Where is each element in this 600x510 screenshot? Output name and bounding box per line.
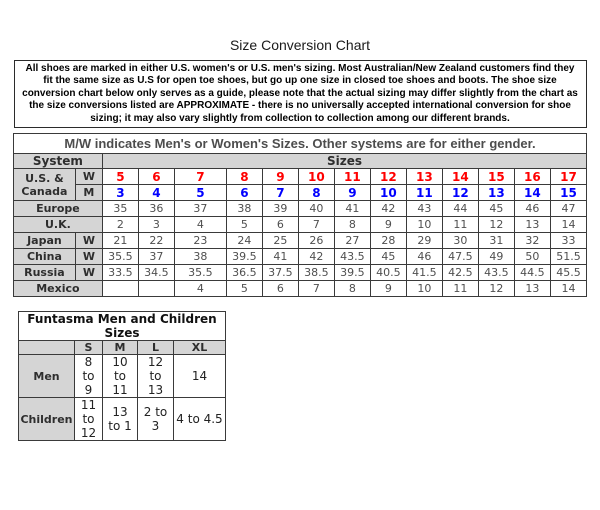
size-cell: 10 xyxy=(406,281,442,297)
size-cell: 41 xyxy=(262,249,298,265)
size-m-header: M xyxy=(103,341,138,355)
size-cell: 4 to 4.5 xyxy=(174,398,226,441)
size-cell: 39.5 xyxy=(334,265,370,281)
size-cell: 4 xyxy=(138,185,174,201)
men-indicator: M xyxy=(75,185,102,201)
size-cell: 28 xyxy=(370,233,406,249)
size-cell: 8 xyxy=(334,281,370,297)
size-cell: 11 xyxy=(442,281,478,297)
russia-label: Russia xyxy=(13,265,75,281)
size-cell: 43.5 xyxy=(334,249,370,265)
size-cell: 45 xyxy=(370,249,406,265)
size-cell: 14 xyxy=(550,281,586,297)
size-cell: 6 xyxy=(262,281,298,297)
size-cell: 5 xyxy=(174,185,226,201)
table-row-japan xyxy=(13,233,586,249)
size-cell: 44.5 xyxy=(514,265,550,281)
size-xl-header: XL xyxy=(174,341,226,355)
table-row-china xyxy=(13,249,586,265)
size-cell: 2 xyxy=(102,217,138,233)
size-cell: 2 to 3 xyxy=(138,398,174,441)
uk-label: U.K. xyxy=(13,217,102,233)
size-cell: 41.5 xyxy=(406,265,442,281)
size-cell: 11 xyxy=(334,169,370,185)
europe-label: Europe xyxy=(13,201,102,217)
women-indicator: W xyxy=(75,265,102,281)
funtasma-title: Funtasma Men and Children Sizes xyxy=(19,312,226,341)
size-cell: 40.5 xyxy=(370,265,406,281)
size-cell: 46 xyxy=(406,249,442,265)
size-cell: 37.5 xyxy=(262,265,298,281)
size-cell: 14 xyxy=(442,169,478,185)
size-cell: 14 xyxy=(174,355,226,398)
size-cell: 12 xyxy=(442,185,478,201)
size-cell: 13 xyxy=(478,185,514,201)
size-cell: 17 xyxy=(550,169,586,185)
size-cell: 35.5 xyxy=(174,265,226,281)
table-row-uk xyxy=(13,217,586,233)
size-cell: 42 xyxy=(298,249,334,265)
size-cell xyxy=(138,281,174,297)
size-cell: 42.5 xyxy=(442,265,478,281)
size-cell: 26 xyxy=(298,233,334,249)
men-label: Men xyxy=(19,355,75,398)
funtasma-row-men xyxy=(19,355,226,398)
size-cell: 8 xyxy=(334,217,370,233)
size-cell: 33 xyxy=(550,233,586,249)
size-cell: 5 xyxy=(102,169,138,185)
page-title: Size Conversion Chart xyxy=(229,37,371,53)
size-cell: 5 xyxy=(226,217,262,233)
size-cell: 6 xyxy=(262,217,298,233)
size-cell: 37 xyxy=(174,201,226,217)
mexico-label: Mexico xyxy=(13,281,102,297)
size-cell: 50 xyxy=(514,249,550,265)
size-cell: 4 xyxy=(174,281,226,297)
size-cell: 15 xyxy=(478,169,514,185)
size-cell: 13 xyxy=(514,281,550,297)
table-row-russia xyxy=(13,265,586,281)
size-cell: 34.5 xyxy=(138,265,174,281)
size-cell: 43.5 xyxy=(478,265,514,281)
size-cell xyxy=(102,281,138,297)
size-cell: 32 xyxy=(514,233,550,249)
table-row-us-women xyxy=(13,169,586,185)
size-cell: 7 xyxy=(298,281,334,297)
women-indicator: W xyxy=(75,249,102,265)
size-cell: 22 xyxy=(138,233,174,249)
size-cell: 46 xyxy=(514,201,550,217)
table-header-row xyxy=(13,154,586,169)
size-cell: 41 xyxy=(334,201,370,217)
size-cell: 8 xyxy=(226,169,262,185)
size-cell: 23 xyxy=(174,233,226,249)
china-label: China xyxy=(13,249,75,265)
size-cell: 31 xyxy=(478,233,514,249)
japan-label: Japan xyxy=(13,233,75,249)
size-cell: 37 xyxy=(138,249,174,265)
size-cell: 8 to 9 xyxy=(75,355,103,398)
size-cell: 6 xyxy=(138,169,174,185)
table-row-mexico xyxy=(13,281,586,297)
size-cell: 11 xyxy=(442,217,478,233)
size-cell: 27 xyxy=(334,233,370,249)
size-cell: 38 xyxy=(174,249,226,265)
size-cell: 12 to 13 xyxy=(138,355,174,398)
size-s-header: S xyxy=(75,341,103,355)
size-cell: 44 xyxy=(442,201,478,217)
size-cell: 9 xyxy=(370,217,406,233)
size-l-header: L xyxy=(138,341,174,355)
size-cell: 42 xyxy=(370,201,406,217)
size-cell: 12 xyxy=(478,281,514,297)
size-cell: 49 xyxy=(478,249,514,265)
size-cell: 7 xyxy=(174,169,226,185)
size-cell: 15 xyxy=(550,185,586,201)
size-cell: 33.5 xyxy=(102,265,138,281)
funtasma-size-table xyxy=(18,311,226,441)
size-cell: 21 xyxy=(102,233,138,249)
size-cell: 25 xyxy=(262,233,298,249)
size-cell: 8 xyxy=(298,185,334,201)
size-cell: 13 xyxy=(514,217,550,233)
size-cell: 10 xyxy=(406,217,442,233)
size-cell: 14 xyxy=(550,217,586,233)
funtasma-title-row xyxy=(19,312,226,341)
size-cell: 35.5 xyxy=(102,249,138,265)
size-cell: 36.5 xyxy=(226,265,262,281)
size-cell: 10 xyxy=(370,185,406,201)
size-cell: 47 xyxy=(550,201,586,217)
size-cell: 7 xyxy=(298,217,334,233)
size-cell: 38 xyxy=(226,201,262,217)
size-cell: 3 xyxy=(102,185,138,201)
funtasma-row-children xyxy=(19,398,226,441)
size-cell: 29 xyxy=(406,233,442,249)
size-cell: 6 xyxy=(226,185,262,201)
women-indicator: W xyxy=(75,233,102,249)
size-cell: 11 to 12 xyxy=(75,398,103,441)
size-cell: 39.5 xyxy=(226,249,262,265)
size-cell: 10 to 11 xyxy=(103,355,138,398)
children-label: Children xyxy=(19,398,75,441)
size-cell: 45 xyxy=(478,201,514,217)
funtasma-corner-cell xyxy=(19,341,75,355)
size-cell: 12 xyxy=(478,217,514,233)
size-cell: 45.5 xyxy=(550,265,586,281)
size-cell: 10 xyxy=(298,169,334,185)
table-row-us-men xyxy=(13,185,586,201)
size-cell: 4 xyxy=(174,217,226,233)
size-cell: 3 xyxy=(138,217,174,233)
size-cell: 12 xyxy=(370,169,406,185)
system-column-header: System xyxy=(13,154,102,169)
size-cell: 13 to 1 xyxy=(103,398,138,441)
women-indicator: W xyxy=(75,169,102,185)
size-cell: 39 xyxy=(262,201,298,217)
size-cell: 9 xyxy=(370,281,406,297)
size-cell: 51.5 xyxy=(550,249,586,265)
size-cell: 30 xyxy=(442,233,478,249)
size-cell: 47.5 xyxy=(442,249,478,265)
size-cell: 11 xyxy=(406,185,442,201)
size-cell: 5 xyxy=(226,281,262,297)
us-canada-label: U.S. & Canada xyxy=(13,169,75,201)
funtasma-header-row xyxy=(19,341,226,355)
size-cell: 9 xyxy=(262,169,298,185)
size-cell: 16 xyxy=(514,169,550,185)
size-cell: 40 xyxy=(298,201,334,217)
size-cell: 24 xyxy=(226,233,262,249)
size-cell: 9 xyxy=(334,185,370,201)
size-cell: 43 xyxy=(406,201,442,217)
sizes-column-header: Sizes xyxy=(102,154,586,169)
size-cell: 13 xyxy=(406,169,442,185)
size-cell: 36 xyxy=(138,201,174,217)
intro-note: All shoes are marked in either U.S. women's or U.S. men's sizing. Most Australian/New Zealand customers find they fit the same size as U.S for open toe shoes, but go up one size in closed toe shoes and boots. The shoe size conversion chart below only serves as a guide, please note that the actual sizing may differ slightly from the chart as the size conversions listed are APPROXIMATE - there is no universally accepted international conversion for shoe sizing; it may also vary slightly from collection to collection among our different brands. xyxy=(14,60,587,128)
size-cell: 7 xyxy=(262,185,298,201)
size-cell: 35 xyxy=(102,201,138,217)
size-conversion-table xyxy=(13,133,587,297)
table-note-row xyxy=(13,134,586,154)
size-cell: 14 xyxy=(514,185,550,201)
table-row-europe xyxy=(13,201,586,217)
mw-note: M/W indicates Men's or Women's Sizes. Other systems are for either gender. xyxy=(13,134,586,154)
size-cell: 38.5 xyxy=(298,265,334,281)
